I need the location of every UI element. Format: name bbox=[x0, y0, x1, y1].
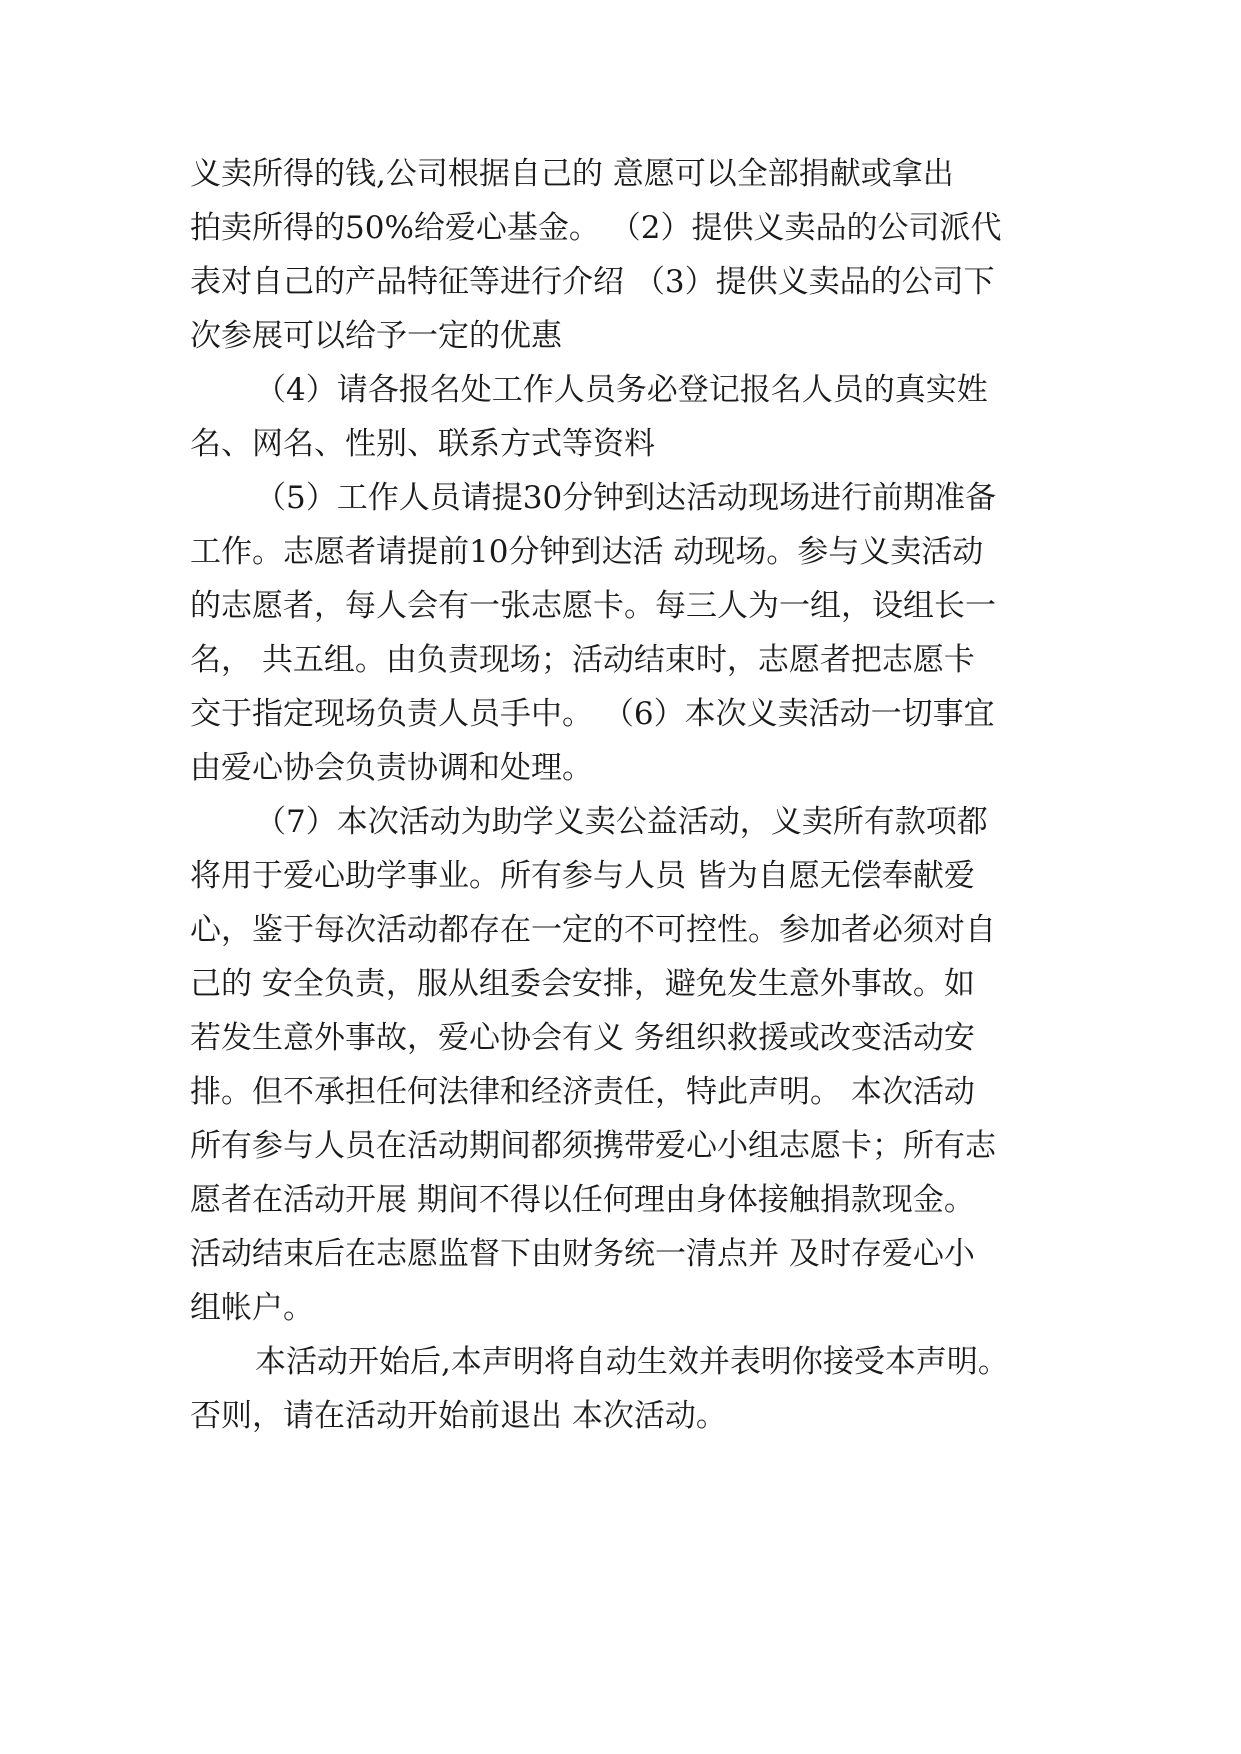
text-line: 工作。志愿者请提前10分钟到达活 动现场。参与义卖活动 bbox=[190, 534, 984, 570]
text-line: 表对自己的产品特征等进行介绍 （3）提供义卖品的公司下 bbox=[190, 264, 995, 300]
text-line: 若发生意外事故，爱心协会有义 务组织救援或改变活动安 bbox=[190, 1020, 975, 1056]
text-line: 名、网名、性别、联系方式等资料 bbox=[190, 426, 655, 462]
text-line: （4）请各报名处工作人员务必登记报名人员的真实姓 bbox=[255, 372, 988, 408]
text-line: 的志愿者，每人会有一张志愿卡。每三人为一组，设组长一 bbox=[190, 588, 996, 624]
text-line: （5）工作人员请提30分钟到达活动现场进行前期准备 bbox=[255, 480, 997, 516]
text-line: 次参展可以给予一定的优惠 bbox=[190, 318, 562, 354]
text-line: 将用于爱心助学事业。所有参与人员 皆为自愿无偿奉献爱 bbox=[190, 858, 975, 894]
text-line: 组帐户。 bbox=[190, 1290, 314, 1326]
text-line: 所有参与人员在活动期间都须携带爱心小组志愿卡；所有志 bbox=[190, 1128, 996, 1164]
text-line: 己的 安全负责，服从组委会安排，避免发生意外事故。如 bbox=[190, 966, 975, 1002]
text-line: 本活动开始后,本声明将自动生效并表明你接受本声明。 bbox=[255, 1344, 1009, 1380]
text-line: 活动结束后在志愿监督下由财务统一清点并 及时存爱心小 bbox=[190, 1236, 975, 1272]
text-line: 心，鉴于每次活动都存在一定的不可控性。参加者必须对自 bbox=[190, 912, 996, 948]
text-line: 拍卖所得的50%给爱心基金。 （2）提供义卖品的公司派代 bbox=[190, 210, 1002, 246]
text-line: 名， 共五组。由负责现场；活动结束时，志愿者把志愿卡 bbox=[190, 642, 975, 678]
text-line: 交于指定现场负责人员手中。 （6）本次义卖活动一切事宜 bbox=[190, 696, 995, 732]
text-line: 义卖所得的钱,公司根据自己的 意愿可以全部捐献或拿出 bbox=[190, 156, 954, 192]
text-line: 否则，请在活动开始前退出 本次活动。 bbox=[190, 1398, 727, 1434]
text-line: （7）本次活动为助学义卖公益活动，义卖所有款项都 bbox=[255, 804, 988, 840]
text-line: 愿者在活动开展 期间不得以任何理由身体接触捐款现金。 bbox=[190, 1182, 975, 1218]
text-line: 排。但不承担任何法律和经济责任，特此声明。 本次活动 bbox=[190, 1074, 975, 1110]
text-line: 由爱心协会负责协调和处理。 bbox=[190, 750, 593, 786]
